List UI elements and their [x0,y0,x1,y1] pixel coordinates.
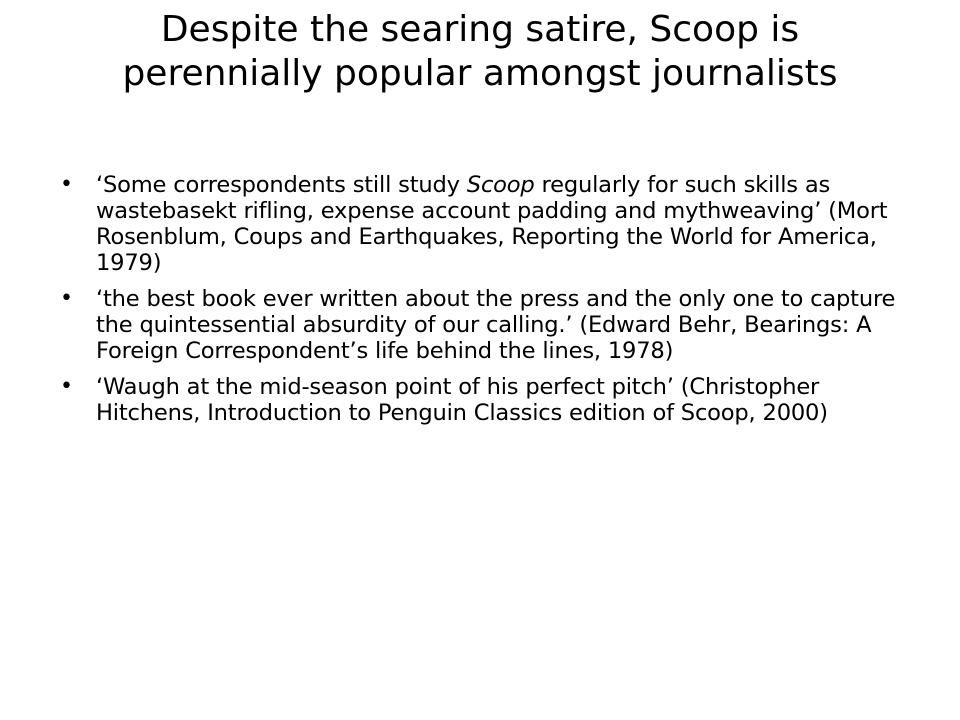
bullet-item-1 [60,172,910,276]
bullet-marker: • [60,374,73,399]
bullet-item-3 [60,374,910,426]
slide-title: Despite the searing satire, Scoop is perennially popular amongst journalists [122,9,838,94]
bullet-marker: • [60,286,73,311]
bullet-text-part: ‘Some correspondents still study [96,172,467,198]
bullet-text [96,172,887,276]
bullet-marker: • [60,172,73,197]
book-title-italic: Scoop [466,172,535,198]
bullet-text: ‘Waugh at the mid-season point of his perfect pitch’ (Christopher Hitchens, Introduction to Penguin Classics edition of Scoop, 2000) [96,374,828,426]
bullet-item-2 [60,286,910,364]
bullet-text: ‘the best book ever written about the press and the only one to capture the quintessential absurdity of our calling.’ (Edward Behr, Bearings: A Foreign Correspondent’s life behind the lines, 1978) [96,286,896,364]
bullet-list [60,172,910,436]
bullet-text-part: regularly for such skills as wastebasekt rifling, expense account padding and mythweaving’ (Mort Rosenblum, Coups and Earthquakes, Reporting the World for America, 1979) [96,172,888,276]
